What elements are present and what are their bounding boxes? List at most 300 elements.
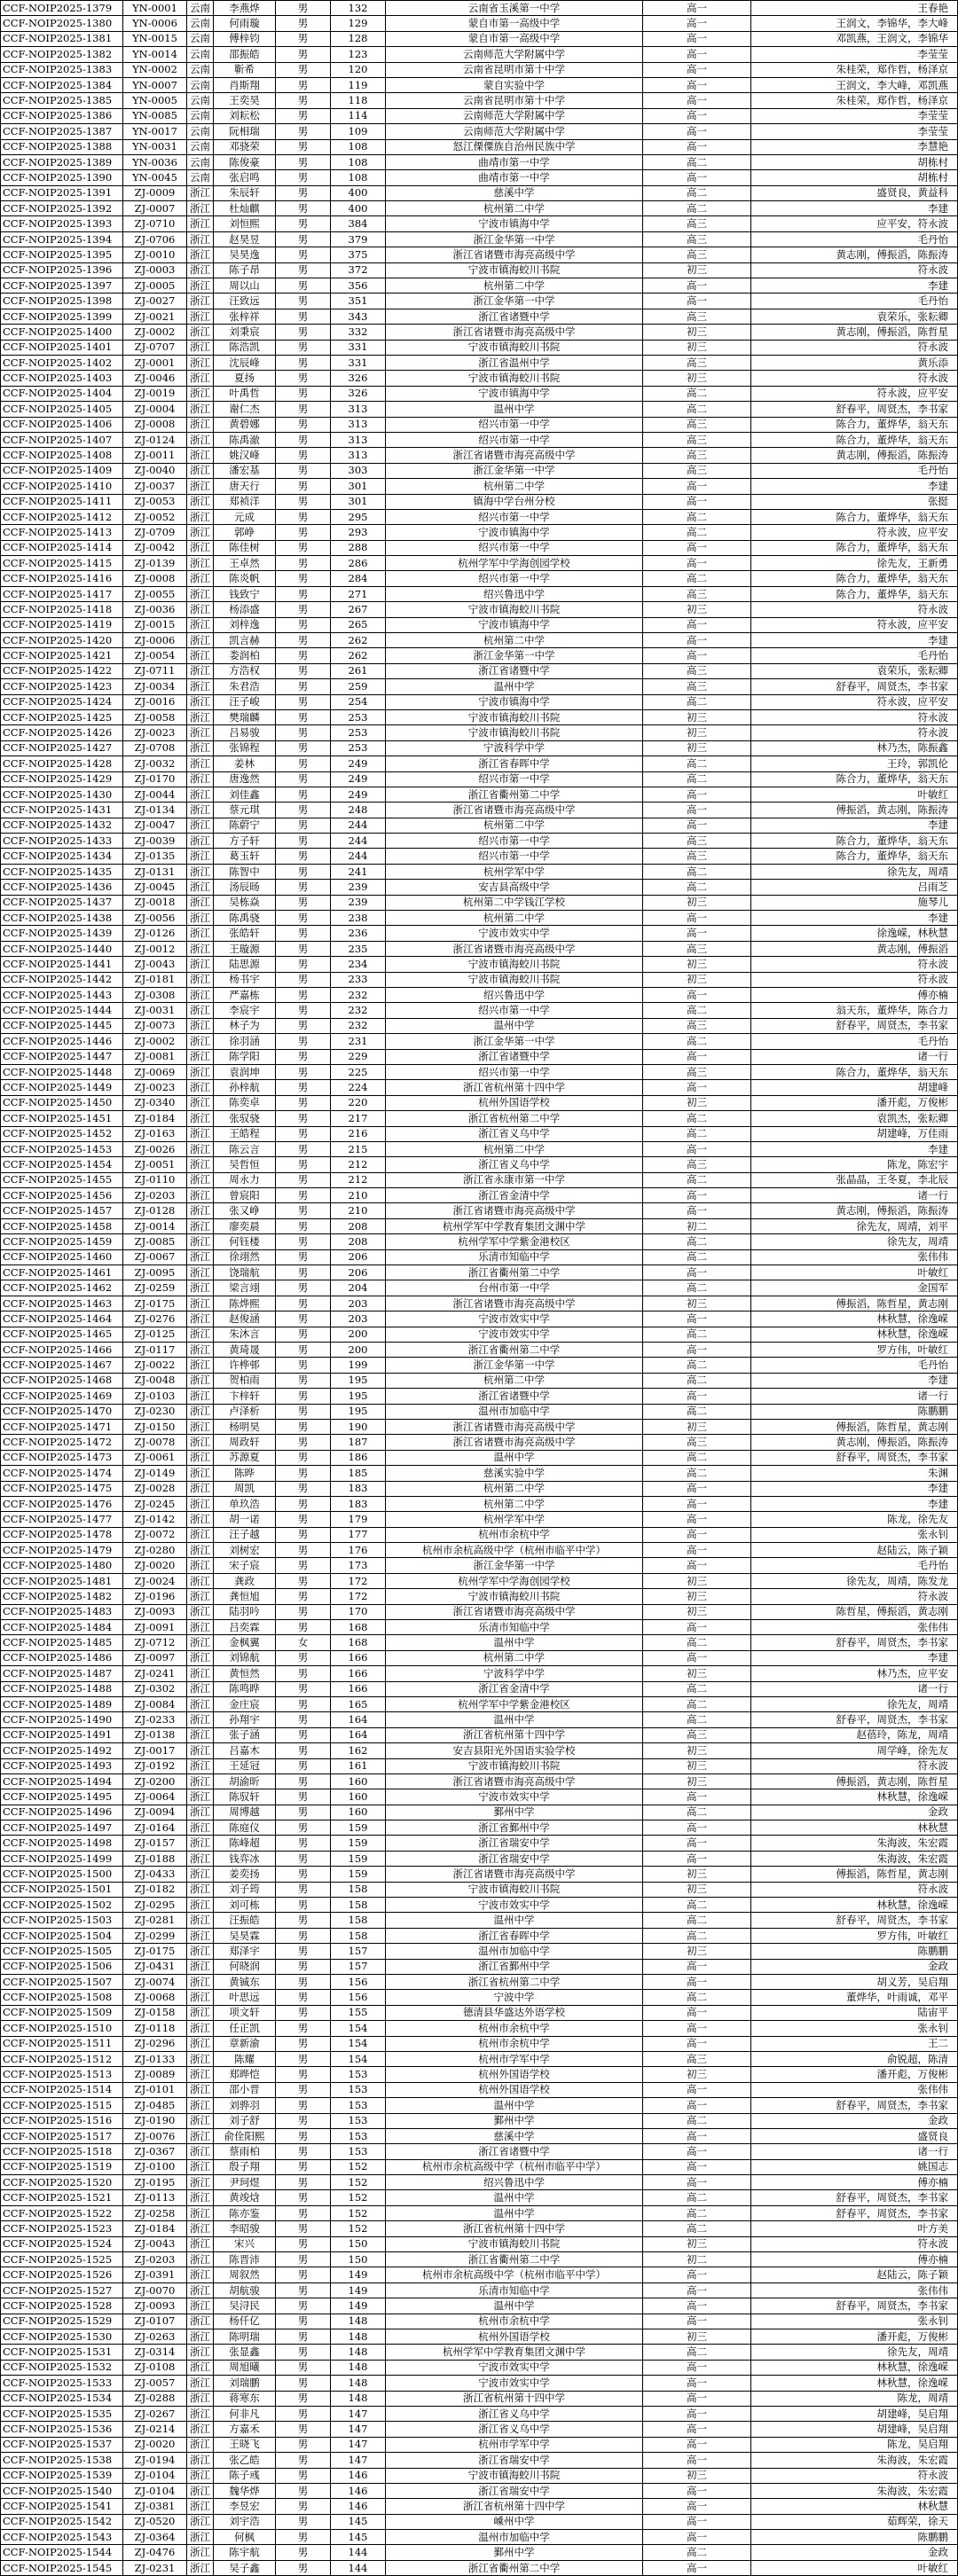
cell-contestant-id: CCF-NOIP2025-1473 [1,1450,123,1465]
cell-exam-number: ZJ-0043 [123,957,187,972]
cell-school: 温州中学 [386,1635,643,1650]
cell-name: 陈智中 [214,864,276,879]
cell-school: 温州中学 [386,679,643,694]
cell-contestant-id: CCF-NOIP2025-1467 [1,1358,123,1373]
cell-province: 浙江 [187,525,214,540]
cell-coaches: 李建 [751,818,958,833]
cell-gender: 男 [276,1913,331,1928]
cell-province: 浙江 [187,1280,214,1296]
cell-coaches: 舒春平，周贤杰，李书家 [751,1018,958,1033]
cell-school: 慈溪中学 [386,185,643,200]
cell-province: 浙江 [187,1727,214,1742]
cell-score: 244 [331,849,386,864]
cell-exam-number: ZJ-0014 [123,1218,187,1233]
table-row [1,834,958,849]
cell-gender: 男 [276,972,331,987]
cell-school: 杭州学军中学紫金港校区 [386,1234,643,1249]
table-row [1,1805,958,1820]
cell-exam-number: ZJ-0055 [123,586,187,601]
cell-score: 166 [331,1650,386,1665]
cell-name: 陆思源 [214,957,276,972]
cell-coaches: 符永波 [751,725,958,740]
cell-exam-number: ZJ-0022 [123,1358,187,1373]
cell-name: 黄恒然 [214,1666,276,1681]
cell-name: 黄铖东 [214,1975,276,1990]
cell-school: 杭州第二中学 [386,1141,643,1156]
cell-grade: 高一 [643,479,751,494]
cell-name: 陈子彧 [214,2468,276,2483]
table-row [1,278,958,294]
cell-score: 231 [331,1034,386,1049]
cell-contestant-id: CCF-NOIP2025-1468 [1,1373,123,1388]
cell-name: 王璇源 [214,941,276,956]
table-row [1,1311,958,1327]
cell-exam-number: ZJ-0104 [123,2468,187,2483]
table-row [1,2221,958,2236]
cell-exam-number: ZJ-0134 [123,803,187,818]
cell-name: 汪子越 [214,1527,276,1542]
cell-score: 295 [331,509,386,524]
table-row [1,247,958,262]
cell-school: 杭州学军中学海创园学校 [386,556,643,571]
cell-score: 216 [331,1126,386,1141]
cell-coaches: 朱桂荣，郑作哲，杨泽京 [751,62,958,77]
cell-exam-number: ZJ-0034 [123,679,187,694]
cell-school: 杭州第二中学 [386,911,643,926]
cell-coaches: 诸一行 [751,1049,958,1064]
cell-school: 浙江省杭州第十四中学 [386,2499,643,2514]
cell-gender: 男 [276,2236,331,2251]
table-row [1,1435,958,1450]
cell-exam-number: ZJ-0163 [123,1126,187,1141]
cell-name: 金庄宸 [214,1696,276,1711]
cell-contestant-id: CCF-NOIP2025-1444 [1,1003,123,1018]
cell-contestant-id: CCF-NOIP2025-1496 [1,1805,123,1820]
cell-gender: 男 [276,1867,331,1882]
cell-gender: 男 [276,602,331,617]
cell-score: 236 [331,926,386,941]
cell-province: 浙江 [187,1435,214,1450]
cell-score: 148 [331,2376,386,2391]
cell-coaches: 潘开彪，万俊彬 [751,2067,958,2082]
cell-score: 159 [331,1851,386,1866]
cell-grade: 初三 [643,1589,751,1604]
table-row [1,1882,958,1897]
cell-coaches: 张挺 [751,494,958,509]
cell-school: 杭州学军中学 [386,1512,643,1527]
cell-name: 刘子舒 [214,2113,276,2128]
cell-score: 204 [331,1280,386,1296]
cell-contestant-id: CCF-NOIP2025-1513 [1,2067,123,2082]
cell-score: 232 [331,1018,386,1033]
cell-gender: 男 [276,2036,331,2051]
cell-exam-number: ZJ-0008 [123,571,187,586]
cell-contestant-id: CCF-NOIP2025-1490 [1,1712,123,1727]
cell-exam-number: ZJ-0708 [123,740,187,756]
cell-gender: 男 [276,1959,331,1974]
cell-coaches: 张晶晶，王冬夏，李北辰 [751,1172,958,1187]
cell-name: 胡航骏 [214,2282,276,2298]
cell-contestant-id: CCF-NOIP2025-1442 [1,972,123,987]
table-row [1,2560,958,2575]
cell-school: 绍兴市第一中学 [386,509,643,524]
cell-grade: 高一 [643,139,751,154]
cell-contestant-id: CCF-NOIP2025-1419 [1,617,123,632]
cell-score: 288 [331,540,386,555]
cell-name: 陆羽吟 [214,1604,276,1619]
cell-coaches: 符永波，应平安 [751,525,958,540]
cell-gender: 男 [276,448,331,463]
table-row [1,2205,958,2220]
cell-province: 浙江 [187,740,214,756]
cell-coaches: 李建 [751,633,958,648]
cell-contestant-id: CCF-NOIP2025-1543 [1,2530,123,2545]
cell-coaches: 舒春平，周贤杰，李书家 [751,2298,958,2314]
cell-score: 199 [331,1358,386,1373]
table-row [1,1558,958,1573]
cell-exam-number: YN-0014 [123,47,187,62]
table-row [1,2236,958,2251]
cell-contestant-id: CCF-NOIP2025-1482 [1,1589,123,1604]
cell-coaches: 姚国志 [751,2159,958,2174]
cell-gender: 男 [276,941,331,956]
cell-coaches: 徐先友，周靖 [751,1696,958,1711]
cell-grade: 高一 [643,1959,751,1974]
cell-province: 浙江 [187,201,214,216]
table-row [1,1481,958,1496]
cell-gender: 男 [276,2190,331,2205]
cell-exam-number: ZJ-0230 [123,1404,187,1419]
cell-gender: 男 [276,1573,331,1588]
cell-gender: 男 [276,957,331,972]
table-row [1,525,958,540]
cell-school: 浙江省杭州第二中学 [386,1111,643,1126]
cell-grade: 高二 [643,386,751,401]
cell-province: 浙江 [187,1064,214,1079]
cell-province: 浙江 [187,2236,214,2251]
cell-coaches: 李莹莹 [751,124,958,139]
cell-coaches: 张永钊 [751,2021,958,2036]
cell-name: 孙翔宇 [214,1712,276,1727]
cell-province: 浙江 [187,926,214,941]
cell-school: 浙江省诸暨中学 [386,2144,643,2159]
cell-gender: 男 [276,1990,331,2005]
cell-school: 宁波市镇海中学 [386,617,643,632]
cell-gender: 男 [276,2067,331,2082]
cell-school: 浙江省春晖中学 [386,1928,643,1943]
cell-gender: 男 [276,1512,331,1527]
cell-gender: 男 [276,2514,331,2529]
cell-name: 黄碧娜 [214,417,276,432]
cell-contestant-id: CCF-NOIP2025-1414 [1,540,123,555]
cell-grade: 高二 [643,1450,751,1465]
cell-contestant-id: CCF-NOIP2025-1528 [1,2298,123,2314]
cell-coaches: 陈合力，董烨华，翁天东 [751,586,958,601]
cell-school: 杭州第二中学 [386,818,643,833]
cell-exam-number: ZJ-0135 [123,849,187,864]
cell-grade: 初三 [643,325,751,340]
table-row [1,957,958,972]
cell-school: 浙江省杭州第十四中学 [386,2391,643,2406]
cell-exam-number: ZJ-0181 [123,972,187,987]
cell-name: 杨书宇 [214,972,276,987]
cell-grade: 初三 [643,340,751,355]
table-row [1,2345,958,2360]
cell-school: 浙江省杭州第十四中学 [386,1727,643,1742]
cell-grade: 高一 [643,1311,751,1327]
cell-province: 浙江 [187,709,214,724]
cell-name: 陈学阳 [214,1049,276,1064]
cell-score: 253 [331,709,386,724]
cell-gender: 男 [276,1389,331,1404]
cell-name: 袁润坤 [214,1064,276,1079]
cell-contestant-id: CCF-NOIP2025-1523 [1,2221,123,2236]
cell-coaches: 王二 [751,2036,958,2051]
cell-score: 332 [331,325,386,340]
cell-score: 176 [331,1543,386,1558]
cell-contestant-id: CCF-NOIP2025-1458 [1,1218,123,1233]
cell-school: 乐清市知临中学 [386,1249,643,1265]
cell-gender: 男 [276,1820,331,1836]
cell-school: 宁波市镇海蛟川书院 [386,957,643,972]
cell-school: 浙江省永康市第一中学 [386,1172,643,1187]
cell-contestant-id: CCF-NOIP2025-1397 [1,278,123,294]
cell-name: 李燕烨 [214,1,276,16]
cell-exam-number: ZJ-0047 [123,818,187,833]
cell-exam-number: ZJ-0110 [123,1172,187,1187]
cell-exam-number: ZJ-0032 [123,756,187,771]
table-row [1,463,958,478]
cell-exam-number: ZJ-0008 [123,417,187,432]
cell-coaches: 傅振滔，黄志刚，陈哲星 [751,1773,958,1789]
cell-exam-number: YN-0031 [123,139,187,154]
cell-gender: 男 [276,880,331,895]
cell-score: 313 [331,417,386,432]
cell-gender: 男 [276,355,331,370]
cell-name: 卢泽析 [214,1404,276,1419]
cell-coaches: 茹辉荣，徐天 [751,2514,958,2529]
cell-gender: 男 [276,432,331,447]
cell-name: 黄竣焓 [214,2190,276,2205]
cell-contestant-id: CCF-NOIP2025-1483 [1,1604,123,1619]
cell-name: 凯言赫 [214,633,276,648]
cell-score: 153 [331,2082,386,2097]
cell-grade: 高一 [643,1820,751,1836]
cell-exam-number: ZJ-0231 [123,2560,187,2575]
cell-grade: 高一 [643,818,751,833]
cell-school: 绍兴鲁迅中学 [386,586,643,601]
cell-exam-number: ZJ-0276 [123,1311,187,1327]
cell-grade: 高一 [643,77,751,92]
cell-score: 146 [331,2499,386,2514]
cell-grade: 初三 [643,602,751,617]
cell-gender: 男 [276,1265,331,1280]
cell-coaches: 陈合力，董烨华，翁天东 [751,1064,958,1079]
cell-gender: 男 [276,2468,331,2483]
cell-gender: 男 [276,756,331,771]
cell-province: 浙江 [187,509,214,524]
cell-name: 邵小晋 [214,2082,276,2097]
cell-score: 234 [331,957,386,972]
cell-grade: 高二 [643,1635,751,1650]
cell-school: 宁波市镇海蛟川书院 [386,1882,643,1897]
cell-school: 绍兴鲁迅中学 [386,988,643,1003]
cell-school: 绍兴市第一中学 [386,1064,643,1079]
cell-name: 陈炎帆 [214,571,276,586]
cell-score: 195 [331,1373,386,1388]
cell-score: 271 [331,586,386,601]
table-row [1,2113,958,2128]
cell-gender: 男 [276,709,331,724]
cell-coaches: 陈合力，董烨华，翁天东 [751,417,958,432]
cell-name: 周旭曦 [214,2360,276,2375]
cell-exam-number: ZJ-0118 [123,2021,187,2036]
cell-grade: 高一 [643,2422,751,2437]
cell-exam-number: ZJ-0433 [123,1867,187,1882]
cell-school: 浙江金华第一中学 [386,1358,643,1373]
table-row [1,1635,958,1650]
cell-school: 杭州市余杭中学 [386,1527,643,1542]
cell-gender: 男 [276,2453,331,2468]
cell-exam-number: ZJ-0051 [123,1157,187,1172]
cell-score: 156 [331,1990,386,2005]
table-row [1,1928,958,1943]
cell-contestant-id: CCF-NOIP2025-1387 [1,124,123,139]
cell-gender: 男 [276,1111,331,1126]
cell-coaches: 陈鹏鹏 [751,2530,958,2545]
cell-score: 154 [331,2051,386,2066]
cell-coaches: 李建 [751,1650,958,1665]
cell-grade: 高三 [643,1064,751,1079]
cell-province: 浙江 [187,2005,214,2020]
cell-coaches: 李莹莹 [751,47,958,62]
cell-contestant-id: CCF-NOIP2025-1393 [1,216,123,231]
cell-province: 浙江 [187,895,214,910]
cell-coaches: 陈龙，徐先友 [751,1512,958,1527]
cell-score: 166 [331,1681,386,1696]
cell-coaches: 朱海波，朱宏霞 [751,2483,958,2498]
cell-grade: 高三 [643,1727,751,1742]
cell-coaches: 傅亦楠 [751,2252,958,2267]
cell-school: 宁波市效实中学 [386,2360,643,2375]
cell-school: 杭州外国语学校 [386,2067,643,2082]
cell-score: 147 [331,2437,386,2452]
cell-school: 宁波市镇海蛟川书院 [386,709,643,724]
cell-name: 傅梓钧 [214,31,276,46]
cell-contestant-id: CCF-NOIP2025-1504 [1,1928,123,1943]
cell-grade: 初三 [643,1604,751,1619]
cell-gender: 男 [276,1789,331,1805]
cell-grade: 高二 [643,1404,751,1419]
cell-score: 114 [331,108,386,123]
cell-exam-number: ZJ-0195 [123,2175,187,2190]
cell-coaches: 黄乐添 [751,355,958,370]
cell-gender: 男 [276,402,331,417]
cell-gender: 男 [276,1882,331,1897]
cell-contestant-id: CCF-NOIP2025-1432 [1,818,123,833]
cell-score: 225 [331,1064,386,1079]
cell-score: 372 [331,262,386,278]
cell-coaches: 毛丹怡 [751,463,958,478]
cell-gender: 男 [276,2205,331,2220]
cell-score: 356 [331,278,386,294]
cell-province: 浙江 [187,648,214,663]
cell-name: 张皓轩 [214,926,276,941]
cell-gender: 男 [276,1758,331,1773]
table-row [1,988,958,1003]
cell-grade: 高二 [643,1805,751,1820]
cell-coaches: 林秋慧，徐逸嵘 [751,2376,958,2391]
cell-coaches: 舒春平，周贤杰，李书家 [751,1913,958,1928]
cell-grade: 高一 [643,633,751,648]
cell-grade: 高三 [643,1157,751,1172]
cell-score: 249 [331,787,386,802]
cell-school: 杭州市余杭高级中学（杭州市临平中学） [386,2159,643,2174]
cell-contestant-id: CCF-NOIP2025-1412 [1,509,123,524]
cell-grade: 高一 [643,2530,751,2545]
cell-score: 224 [331,1080,386,1095]
table-row [1,1095,958,1110]
cell-name: 陈宇航 [214,2545,276,2560]
cell-coaches: 叶敏红 [751,787,958,802]
cell-exam-number: ZJ-0381 [123,2499,187,2514]
cell-grade: 高二 [643,1126,751,1141]
cell-province: 浙江 [187,2051,214,2066]
cell-exam-number: ZJ-0094 [123,1805,187,1820]
cell-grade: 高一 [643,1836,751,1851]
cell-score: 147 [331,2422,386,2437]
cell-coaches: 王润文，李大峰，邓凯燕 [751,77,958,92]
cell-coaches: 徐先友，周靖 [751,2345,958,2360]
cell-score: 149 [331,2267,386,2282]
cell-grade: 高三 [643,417,751,432]
cell-coaches: 赵陆云，陈子颖 [751,1543,958,1558]
cell-name: 孙梓航 [214,1080,276,1095]
cell-province: 浙江 [187,771,214,787]
cell-school: 宁波市效实中学 [386,2376,643,2391]
cell-gender: 男 [276,525,331,540]
cell-gender: 男 [276,1311,331,1327]
cell-grade: 初二 [643,1218,751,1233]
cell-province: 浙江 [187,2113,214,2128]
cell-school: 浙江省诸暨市海亮高级中学 [386,803,643,818]
cell-gender: 男 [276,154,331,169]
cell-grade: 高三 [643,448,751,463]
cell-coaches: 朱海波，朱宏霞 [751,1836,958,1851]
cell-score: 157 [331,1944,386,1959]
cell-school: 浙江省衢州第二中学 [386,787,643,802]
cell-gender: 男 [276,586,331,601]
cell-score: 200 [331,1342,386,1357]
cell-name: 娄润柏 [214,648,276,663]
cell-province: 浙江 [187,571,214,586]
cell-grade: 高二 [643,201,751,216]
cell-name: 郑泽宇 [214,1944,276,1959]
table-row [1,77,958,92]
cell-province: 浙江 [187,417,214,432]
cell-province: 浙江 [187,494,214,509]
table-row [1,2067,958,2082]
cell-province: 浙江 [187,1527,214,1542]
cell-grade: 高一 [643,2267,751,2282]
cell-school: 宁波市镇海中学 [386,386,643,401]
cell-coaches: 符永波 [751,1882,958,1897]
cell-province: 浙江 [187,402,214,417]
cell-exam-number: ZJ-0125 [123,1327,187,1342]
cell-gender: 男 [276,1836,331,1851]
cell-exam-number: ZJ-0295 [123,1898,187,1913]
cell-gender: 男 [276,1712,331,1727]
